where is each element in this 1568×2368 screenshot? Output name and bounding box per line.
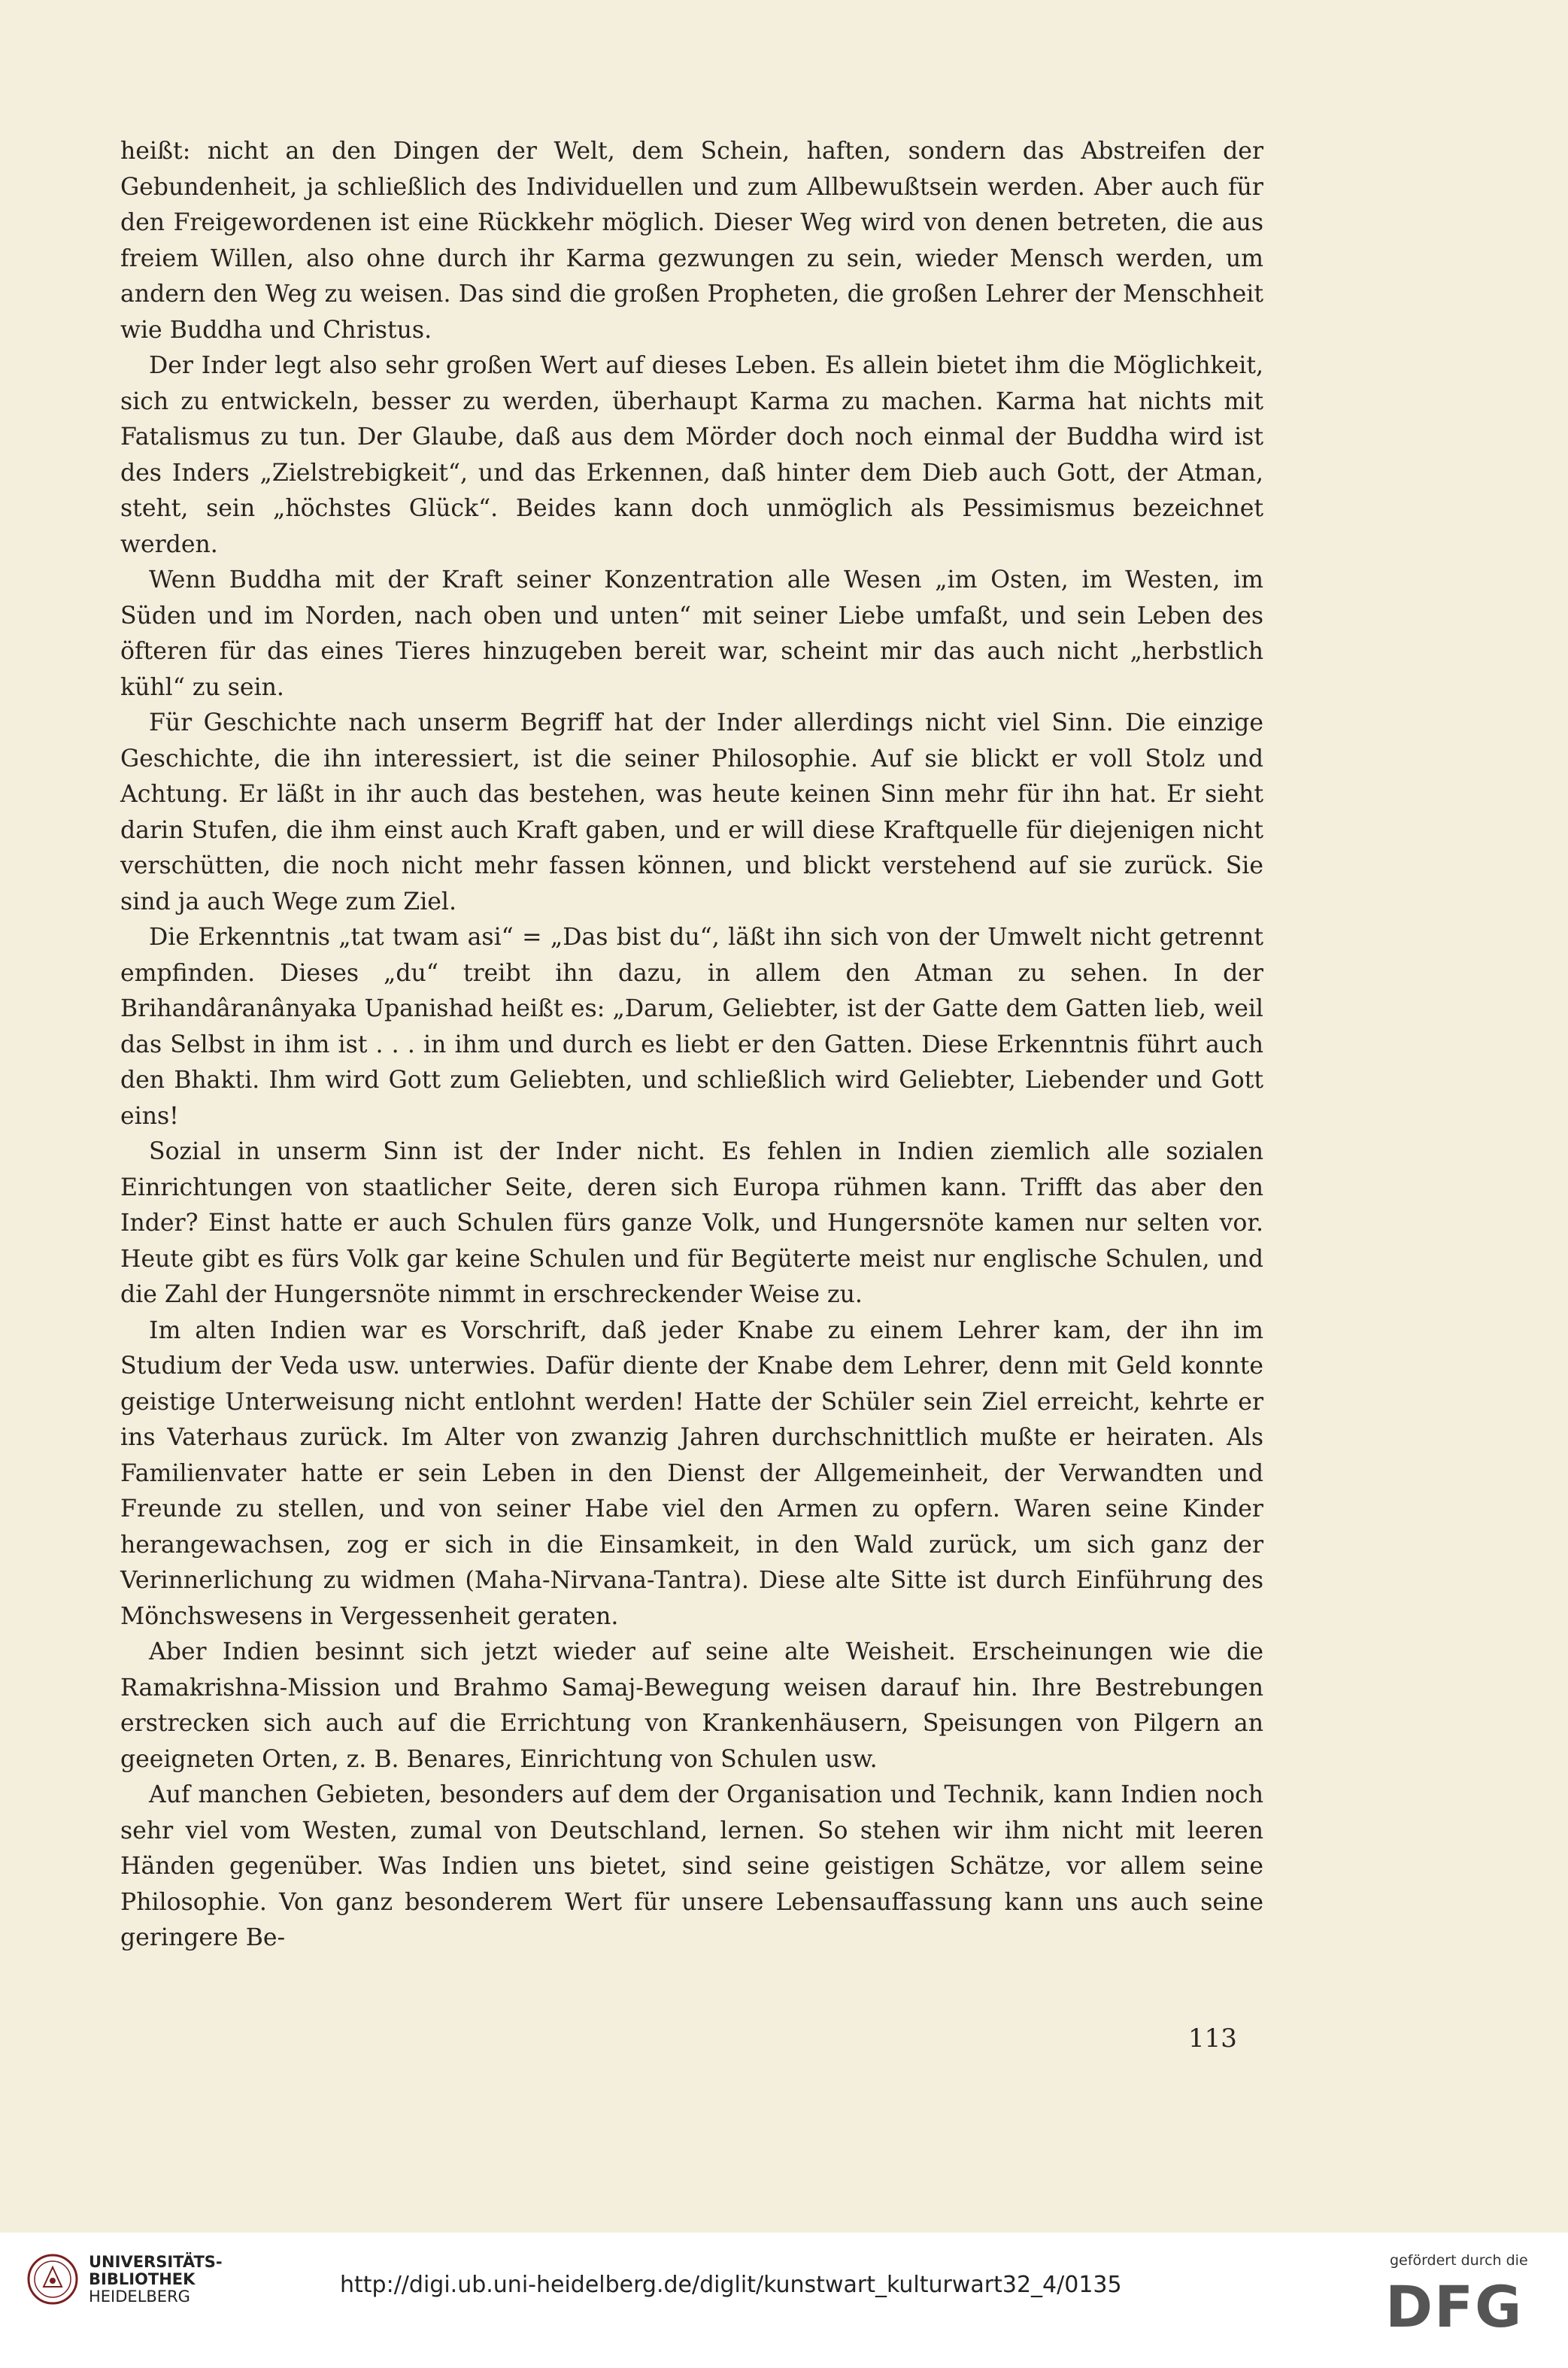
paragraph: Auf manchen Gebieten, besonders auf dem der Organisation und Technik, kann Indien noch sehr viel vom Westen, zumal von Deutschland, lernen. So stehen wir ihm nicht mit leeren Händen gegenüber. Was Indien uns bietet, sind seine geistigen Schätze, vor allem seine Philosophie. Von ganz besonderem Wert für unsere Lebensauffassung kann uns auch seine geringere Be- [120,1781,1263,1951]
university-library-name [89,2254,223,2306]
institution-line: BIBLIOTHEK [89,2270,196,2288]
paragraph: Sozial in unserm Sinn ist der Inder nicht. Es fehlen in Indien ziemlich alle sozialen Einrichtungen von staatlicher Seite, deren sich Europa rühmen kann. Trifft das aber den Inder? Einst hatte er auch Schulen fürs ganze Volk, und Hungersnöte kamen nur selten vor. Heute gibt es fürs Volk gar keine Schulen und für Begüterte meist nur englische Schulen, und die Zahl der Hungersnöte nimmt in erschreckender Weise zu. [120,1138,1263,1308]
page-number: 113 [1188,2023,1237,2054]
funding-caption: gefördert durch die [1390,2252,1528,2269]
paragraph: Die Erkenntnis „tat twam asi“ = „Das bist du“, läßt ihn sich von der Umwelt nicht getrennt empfinden. Dieses „du“ treibt ihn dazu, in allem den Atman zu sehen. In der Brihandâranânyaka Upanishad heißt es: „Darum, Geliebter, ist der Gatte dem Gatten lieb, weil das Selbst in ihm ist . . . in ihm und durch es liebt er den Gatten. Diese Erkenntnis führt auch den Bhakti. Ihm wird Gott zum Geliebten, und schließlich wird Geliebter, Liebender und Gott eins! [120,924,1263,1130]
paragraph: Aber Indien besinnt sich jetzt wieder auf seine alte Weisheit. Erscheinungen wie die Ramakrishna-Mission und Brahmo Samaj-Bewegung weisen darauf hin. Ihre Bestrebungen erstrecken sich auch auf die Errichtung von Krankenhäusern, Speisungen von Pilgern an geeigneten Orten, z. B. Benares, Einrichtung von Schulen usw. [120,1638,1263,1773]
paragraph: heißt: nicht an den Dingen der Welt, dem Schein, haften, sondern das Abstreifen der Gebundenheit, ja schließlich des Individuellen und zum Allbewußtsein werden. Aber auch für den Freigewordenen ist eine Rückkehr möglich. Dieser Weg wird von denen betreten, die aus freiem Willen, also ohne durch ihr Karma gezwungen zu sein, wieder Mensch werden, um andern den Weg zu weisen. Das sind die großen Propheten, die großen Lehrer der Menschheit wie Buddha und Christus. [120,138,1263,344]
paragraph: Der Inder legt also sehr großen Wert auf dieses Leben. Es allein bietet ihm die Möglichkeit, sich zu entwickeln, besser zu werden, überhaupt Karma zu machen. Karma hat nichts mit Fatalismus zu tun. Der Glaube, daß aus dem Mörder doch noch einmal der Buddha wird ist des Inders „Zielstrebigkeit“, und das Erkennen, daß hinter dem Dieb auch Gott, der Atman, steht, sein „höchstes Glück“. Beides kann doch unmöglich als Pessimismus bezeichnet werden. [120,352,1263,558]
permalink-url[interactable]: http://digi.ub.uni-heidelberg.de/diglit/kunstwart_kulturwart32_4/0135 [340,2272,1122,2298]
body-text [120,134,1263,1957]
institution-line: HEIDELBERG [89,2288,190,2306]
university-seal-icon [27,2254,78,2305]
footer-bar [0,2233,1568,2368]
paragraph: Wenn Buddha mit der Kraft seiner Konzentration alle Wesen „im Osten, im Westen, im Süden und im Norden, nach oben und unten“ mit seiner Liebe umfaßt, und sein Leben des öfteren für das eines Tieres hinzugeben bereit war, scheint mir das auch nicht „herbstlich kühl“ zu sein. [120,566,1263,701]
institution-line: UNIVERSITÄTS- [89,2253,223,2271]
paragraph: Für Geschichte nach unserm Begriff hat der Inder allerdings nicht viel Sinn. Die einzige Geschichte, die ihn interessiert, ist die seiner Philosophie. Auf sie blickt er voll Stolz und Achtung. Er läßt in ihr auch das bestehen, was heute keinen Sinn mehr für ihn hat. Er sieht darin Stufen, die ihm einst auch Kraft gaben, und er will diese Kraftquelle für diejenigen nicht verschütten, die noch nicht mehr fassen können, und blickt verstehend auf sie zurück. Sie sind ja auch Wege zum Ziel. [120,709,1263,915]
paragraph: Im alten Indien war es Vorschrift, daß jeder Knabe zu einem Lehrer kam, der ihn im Studium der Veda usw. unterwies. Dafür diente der Knabe dem Lehrer, denn mit Geld konnte geistige Unterweisung nicht entlohnt werden! Hatte der Schüler sein Ziel erreicht, kehrte er ins Vaterhaus zurück. Im Alter von zwanzig Jahren durchschnittlich mußte er heiraten. Als Familienvater hatte er sein Leben in den Dienst der Allgemeinheit, der Verwandten und Freunde zu stellen, und von seiner Habe viel den Armen zu opfern. Waren seine Kinder herangewachsen, zog er sich in die Einsamkeit, in den Wald zurück, um sich ganz der Verinnerlichung zu widmen (Maha-Nirvana-Tantra). Diese alte Sitte ist durch Einführung des Mönchswesens in Vergessenheit geraten. [120,1316,1263,1630]
dfg-logo: DFG [1385,2273,1524,2340]
